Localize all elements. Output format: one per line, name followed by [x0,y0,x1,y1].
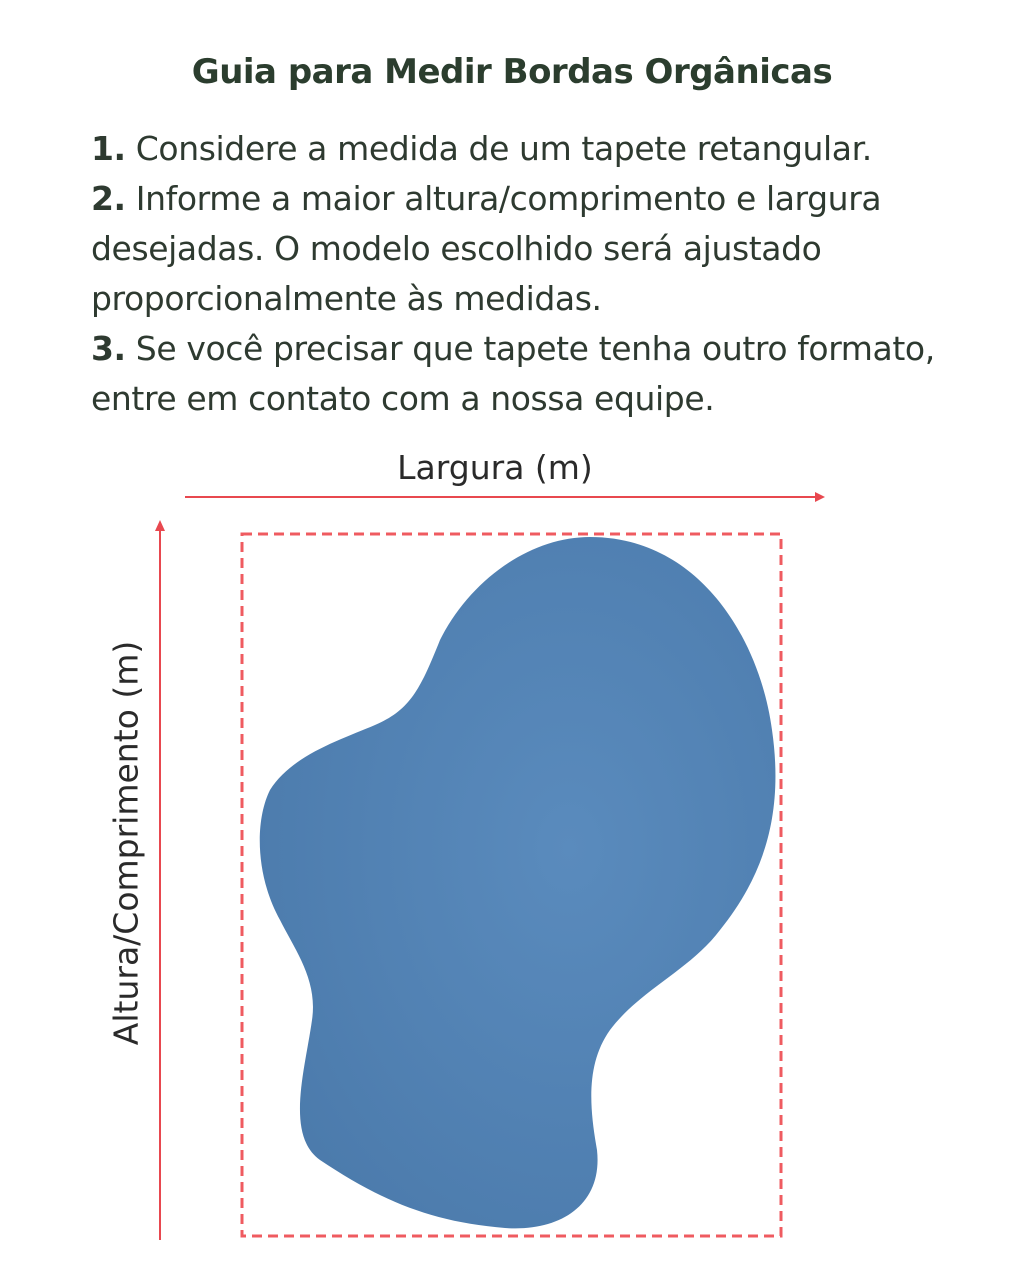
bounding-box [242,534,781,1236]
step-number: 3. [91,329,126,368]
instruction-step-2 [91,174,951,324]
instruction-step-3 [91,324,951,424]
instruction-step-1 [91,124,951,174]
height-arrow-icon [155,520,165,1240]
organic-rug-shape [260,537,776,1228]
step-text: Se você precisar que tapete tenha outro formato, entre em contato com a nossa equipe. [91,329,935,418]
step-number: 1. [91,129,126,168]
step-number: 2. [91,179,126,218]
width-arrow-icon [185,492,825,502]
instructions-list [91,124,951,424]
width-label: Largura (m) [397,448,593,487]
page-title: Guia para Medir Bordas Orgânicas [191,52,833,92]
step-text: Informe a maior altura/comprimento e largura desejadas. O modelo escolhido será ajustado proporcionalmente às medidas. [91,179,882,318]
height-label: Altura/Comprimento (m) [106,640,146,1046]
step-text: Considere a medida de um tapete retangular. [125,129,872,168]
